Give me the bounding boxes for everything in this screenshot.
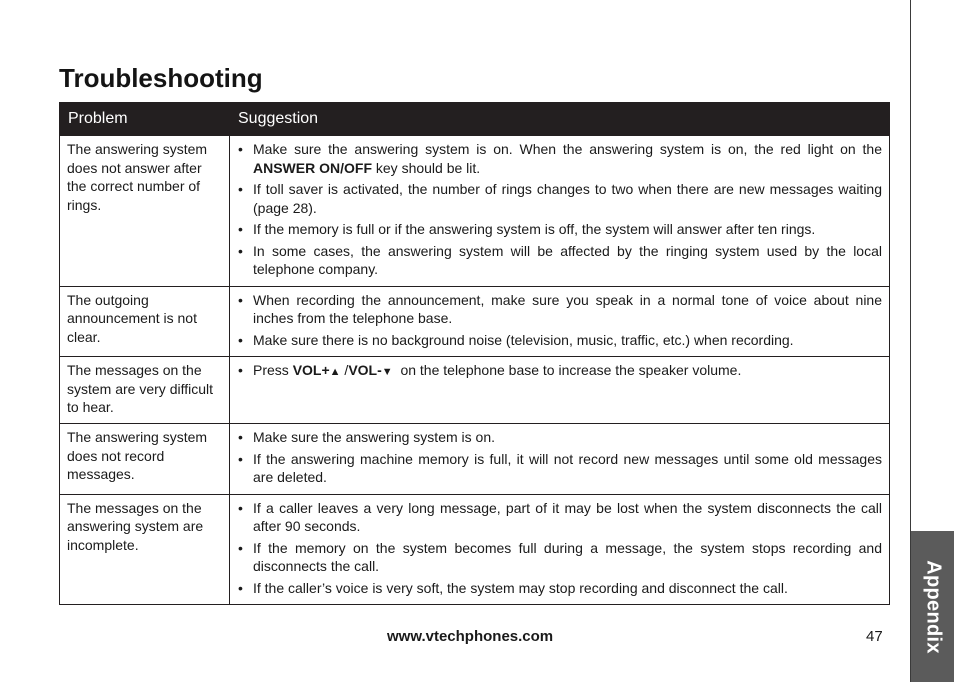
footer-website-url: www.vtechphones.com	[387, 628, 554, 645]
problem-cell: The outgoing announcement is not clear.	[60, 286, 230, 357]
troubleshooting-table	[59, 102, 890, 605]
problem-cell: The messages on the system are very difficult to hear.	[60, 357, 230, 424]
table-row	[60, 136, 890, 287]
suggestion-item: • If the caller’s voice is very soft, the system may stop recording and disconnect the call.	[236, 579, 882, 598]
vol-down-key-label: VOL-	[348, 362, 382, 378]
vol-up-key-label: VOL+	[292, 362, 330, 378]
suggestion-item: • Press VOL+▲ /VOL-▼ on the telephone base to increase the speaker volume.	[236, 361, 882, 382]
column-header-problem: Problem	[60, 103, 230, 136]
suggestion-item: • Make sure the answering system is on. When the answering system is on, the red light on the ANSWER ON/OFF key should be lit.	[236, 140, 882, 177]
suggestion-item: • If the memory on the system becomes full during a message, the system stops recording and disconnects the call.	[236, 539, 882, 576]
suggestion-item: • If the answering machine memory is full, it will not record new messages until some old messages are deleted.	[236, 450, 882, 487]
answer-on-off-key-label: ANSWER ON/OFF	[253, 159, 372, 176]
table-row	[60, 424, 890, 495]
page-number: 47	[866, 628, 883, 645]
problem-cell: The messages on the answering system are incomplete.	[60, 494, 230, 605]
table-row	[60, 286, 890, 357]
suggestion-cell	[230, 494, 890, 605]
appendix-side-tab	[911, 531, 954, 682]
problem-cell: The answering system does not record messages.	[60, 424, 230, 495]
suggestion-cell	[230, 136, 890, 287]
page-title: Troubleshooting	[59, 63, 263, 93]
suggestion-cell	[230, 286, 890, 357]
table-header-row	[60, 103, 890, 136]
table-row	[60, 357, 890, 424]
suggestion-item: • If toll saver is activated, the number of rings changes to two when there are new messages waiting (page 28).	[236, 180, 882, 217]
suggestion-item: • If the memory is full or if the answering system is off, the system will answer after ten rings.	[236, 220, 882, 239]
column-header-suggestion: Suggestion	[230, 103, 890, 136]
up-arrow-icon: ▲	[329, 366, 341, 378]
problem-cell: The answering system does not answer after the correct number of rings.	[60, 136, 230, 287]
suggestion-cell	[230, 424, 890, 495]
suggestion-item: • In some cases, the answering system will be affected by the ringing system used by the local telephone company.	[236, 242, 882, 279]
suggestion-item: • Make sure the answering system is on.	[236, 428, 882, 447]
table-row	[60, 494, 890, 605]
suggestion-cell	[230, 357, 890, 424]
suggestion-item: • When recording the announcement, make sure you speak in a normal tone of voice about nine inches from the telephone base.	[236, 291, 882, 328]
down-arrow-icon: ▼	[381, 366, 393, 378]
side-tab-label: Appendix	[922, 559, 944, 654]
suggestion-item: • Make sure there is no background noise (television, music, traffic, etc.) when recording.	[236, 331, 882, 350]
suggestion-item: • If a caller leaves a very long message, part of it may be lost when the system disconnects the call after 90 seconds.	[236, 499, 882, 536]
